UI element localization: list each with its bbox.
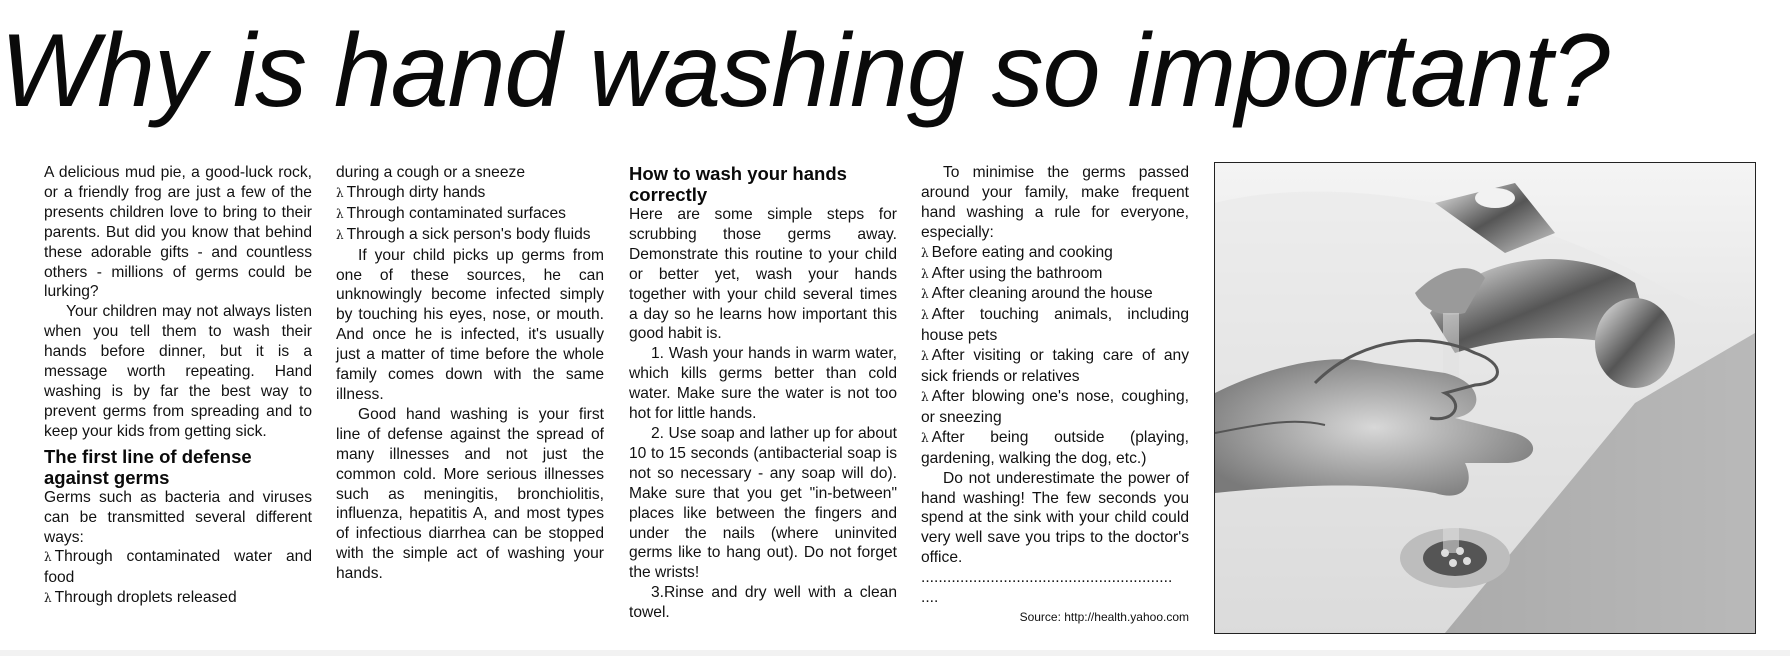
photo-illustration bbox=[1215, 163, 1755, 633]
paragraph: Do not underestimate the power of hand washing! The few seconds you spend at the sink with your child could very well save you trips to the doctor's office. bbox=[921, 469, 1189, 567]
bullet-item: λ After blowing one's nose, coughing, or sneezing bbox=[921, 387, 1189, 426]
paragraph: during a cough or a sneeze bbox=[336, 164, 525, 181]
step-item: 2. Use soap and lather up for about 10 to 15 seconds (antibacterial soap is not so necessary - any soap will do). Make sure that you get "in-between" places like between the fingers and under the nails (where uninvited germs like to hang out). Do not forget the wrists! bbox=[629, 424, 897, 582]
bullet-icon: λ bbox=[336, 185, 344, 200]
paragraph: Your children may not always listen when you tell them to wash their hands before dinner, but it is a message worth repeating. Hand washing is by far the best way to prevent germs from spreading and to keep your kids from getting sick. bbox=[44, 303, 312, 440]
bullet-icon: λ bbox=[44, 591, 52, 606]
bullet-item: λ Through a sick person's body fluids bbox=[336, 225, 591, 243]
bullet-item: λ After visiting or taking care of any sick friends or relatives bbox=[921, 347, 1189, 386]
bullet-item: λ After touching animals, including house pets bbox=[921, 306, 1189, 345]
bullet-icon: λ bbox=[921, 430, 929, 445]
bullet-icon: λ bbox=[921, 245, 929, 260]
bullet-icon: λ bbox=[921, 266, 929, 281]
bullet-item: λ After cleaning around the house bbox=[921, 285, 1153, 303]
bullet-item: λ After using the bathroom bbox=[921, 264, 1103, 282]
bullet-icon: λ bbox=[44, 550, 52, 565]
bullet-item: λ Through droplets released bbox=[44, 589, 237, 607]
paragraph: Good hand washing is your first line of defense against the spread of many illnesses and not just the common cold. More serious illnesses such as meningitis, bronchiolitis, influenza, hepatitis A, and most types of infectious diarrhea can be stopped with the simple act of washing your hands. bbox=[336, 405, 604, 583]
paragraph: To minimise the germs passed around your family, make frequent hand washing a rule for everyone, especially: bbox=[921, 164, 1189, 241]
bullet-icon: λ bbox=[921, 287, 929, 302]
section-heading: How to wash your hands correctly bbox=[629, 163, 847, 205]
hands-washing-photo bbox=[1214, 162, 1756, 634]
bullet-icon: λ bbox=[921, 389, 929, 404]
bullet-icon: λ bbox=[336, 206, 344, 221]
page-title: Why is hand washing so important? bbox=[0, 13, 1609, 129]
source-credit: Source: http://health.yahoo.com bbox=[1019, 609, 1189, 624]
dotted-rule: .......................................................... bbox=[921, 569, 1173, 587]
bullet-item: λ Before eating and cooking bbox=[921, 243, 1113, 261]
dotted-rule-end: .... bbox=[921, 589, 939, 607]
paragraph: Germs such as bacteria and viruses can be transmitted several different ways: bbox=[44, 488, 312, 546]
paragraph: Here are some simple steps for scrubbing those germs away. Demonstrate this routine to your child or better yet, wash your hands together with your child several times a day so he learns how important this good habit is. bbox=[629, 206, 897, 343]
step-item: 3.Rinse and dry well with a clean towel. bbox=[629, 584, 897, 622]
column-3 bbox=[629, 163, 897, 623]
bullet-item: λ Through contaminated water and food bbox=[44, 548, 312, 587]
column-4 bbox=[921, 163, 1189, 628]
bullet-icon: λ bbox=[921, 308, 929, 323]
column-1 bbox=[44, 163, 312, 609]
bullet-item: λ After being outside (playing, gardening, walking the dog, etc.) bbox=[921, 428, 1189, 467]
bottom-rule bbox=[0, 650, 1790, 656]
column-2 bbox=[336, 163, 604, 584]
paragraph: If your child picks up germs from one of these sources, he can unknowingly become infected simply by touching his eyes, nose, or mouth. And once he is infected, it's usually just a matter of time before the whole family comes down with the same illness. bbox=[336, 246, 604, 403]
bullet-icon: λ bbox=[336, 227, 344, 242]
bullet-item: λ Through contaminated surfaces bbox=[336, 204, 566, 222]
bullet-icon: λ bbox=[921, 349, 929, 364]
step-item: 1. Wash your hands in warm water, which kills germs better than cold water. Make sure the water is not too hot for little hands. bbox=[629, 345, 897, 423]
paragraph: A delicious mud pie, a good-luck rock, or a friendly frog are just a few of the presents children love to bring to their parents. But did you know that behind these adorable gifts - and countless others - millions of germs could be lurking? bbox=[44, 164, 312, 301]
section-heading: The first line of defense against germs bbox=[44, 445, 252, 488]
bullet-item: λ Through dirty hands bbox=[336, 183, 486, 201]
